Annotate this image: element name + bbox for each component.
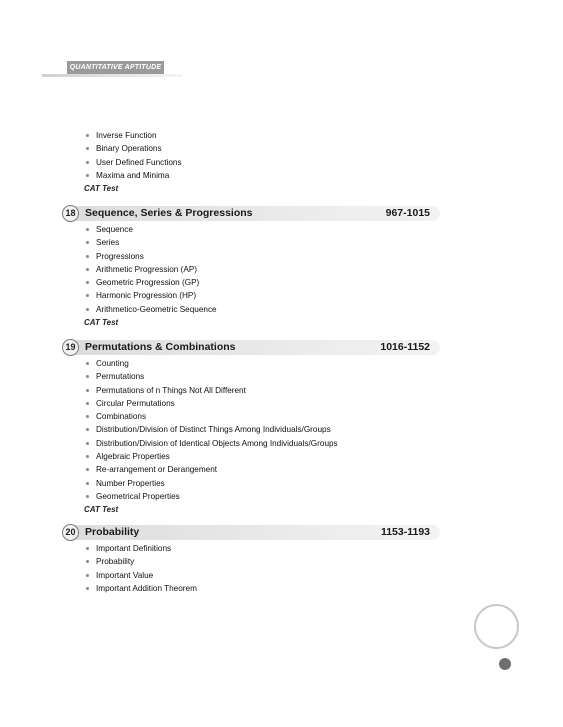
bullet-icon	[86, 560, 89, 563]
bullet-icon	[86, 308, 89, 311]
chapter-number-badge: 20	[62, 524, 79, 541]
topic-label: Series	[96, 238, 120, 248]
bullet-icon	[86, 228, 89, 231]
topic-item	[86, 437, 442, 450]
topic-label: Number Properties	[96, 478, 165, 488]
topic-item	[86, 569, 442, 582]
topic-item	[86, 276, 442, 289]
section-header-tab	[67, 61, 164, 74]
topic-list	[62, 357, 442, 503]
topic-item	[86, 542, 442, 555]
topic-label: Arithmetic Progression (AP)	[96, 264, 198, 274]
bullet-icon	[86, 442, 89, 445]
bullet-icon	[86, 428, 89, 431]
chapter-title: Probability	[85, 526, 140, 538]
topic-list	[62, 129, 442, 182]
topic-item	[86, 142, 442, 155]
bullet-icon	[86, 362, 89, 365]
bullet-icon	[86, 375, 89, 378]
topic-label: Circular Permutations	[96, 398, 175, 408]
bullet-icon	[86, 147, 89, 150]
decorative-dot	[499, 658, 511, 670]
bullet-icon	[86, 402, 89, 405]
topic-label: Binary Operations	[96, 144, 162, 154]
topic-label: Geometrical Properties	[96, 491, 180, 501]
topic-item	[86, 397, 442, 410]
topic-label: Geometric Progression (GP)	[96, 278, 200, 288]
topic-item	[86, 490, 442, 503]
topic-item	[86, 463, 442, 476]
bullet-icon	[86, 255, 89, 258]
chapter-number-badge: 19	[62, 339, 79, 356]
topic-label: Distribution/Division of Identical Objects Among Individuals/Groups	[96, 438, 338, 448]
bullet-icon	[86, 161, 89, 164]
topic-item	[86, 582, 442, 595]
topic-item	[86, 477, 442, 490]
topic-label: Inverse Function	[96, 131, 157, 140]
topic-item	[86, 250, 442, 263]
topic-item	[86, 129, 442, 142]
topic-item	[86, 263, 442, 276]
chapter-title: Sequence, Series & Progressions	[85, 207, 253, 219]
topic-label: Maxima and Minima	[96, 170, 170, 180]
topic-label: User Defined Functions	[96, 157, 182, 167]
bullet-icon	[86, 468, 89, 471]
topic-label: Important Definitions	[96, 544, 172, 553]
topic-label: Permutations	[96, 372, 145, 382]
chapter-number-badge: 18	[62, 205, 79, 222]
topic-label: Important Value	[96, 570, 154, 580]
chapter-19	[62, 340, 442, 516]
topic-item	[86, 384, 442, 397]
bullet-icon	[86, 174, 89, 177]
chapter-heading-bar	[62, 525, 442, 540]
topic-item	[86, 410, 442, 423]
bullet-icon	[86, 587, 89, 590]
bullet-icon	[86, 482, 89, 485]
topic-list	[62, 223, 442, 316]
bullet-icon	[86, 268, 89, 271]
topic-label: Counting	[96, 359, 129, 368]
topic-item	[86, 156, 442, 169]
chapter-title: Permutations & Combinations	[85, 341, 236, 353]
topic-label: Progressions	[96, 251, 144, 261]
cat-test-label: CAT Test	[84, 184, 119, 194]
bullet-icon	[86, 134, 89, 137]
topic-label: Combinations	[96, 412, 147, 422]
bullet-icon	[86, 547, 89, 550]
bullet-icon	[86, 455, 89, 458]
topic-item	[86, 555, 442, 568]
topic-item	[86, 423, 442, 436]
topic-label: Permutations of n Things Not All Different	[96, 385, 246, 395]
topic-item	[86, 357, 442, 370]
topic-label: Important Addition Theorem	[96, 583, 197, 593]
topic-label: Harmonic Progression (HP)	[96, 291, 197, 301]
bullet-icon	[86, 415, 89, 418]
bullet-icon	[86, 389, 89, 392]
chapter-heading-bar	[62, 206, 442, 221]
chapter-page-range: 967-1015	[385, 207, 430, 219]
topic-label: Algebraic Properties	[96, 452, 170, 462]
cat-test-label: CAT Test	[84, 505, 119, 515]
topic-label: Distribution/Division of Distinct Things Among Individuals/Groups	[96, 425, 331, 435]
topic-item	[86, 450, 442, 463]
topic-item	[86, 370, 442, 383]
chapter-18	[62, 206, 442, 329]
topic-label: Re-arrangement or Derangement	[96, 465, 218, 475]
topic-item	[86, 223, 442, 236]
chapter-page-range: 1153-1193	[380, 526, 430, 538]
chapter-page-range: 1016-1152	[380, 341, 430, 353]
topic-label: Probability	[96, 557, 135, 567]
bullet-icon	[86, 495, 89, 498]
topic-label: Arithmetico-Geometric Sequence	[96, 304, 217, 314]
bullet-icon	[86, 241, 89, 244]
topic-item	[86, 289, 442, 302]
bullet-icon	[86, 281, 89, 284]
bullet-icon	[86, 574, 89, 577]
prev-section-continuation	[62, 129, 442, 195]
topic-item	[86, 236, 442, 249]
chapter-20	[62, 525, 442, 595]
section-header-label: QUANTITATIVE APTITUDE	[69, 64, 162, 71]
bullet-icon	[86, 294, 89, 297]
topic-label: Sequence	[96, 225, 133, 234]
cat-test-label: CAT Test	[84, 318, 119, 328]
topic-item	[86, 169, 442, 182]
header-rule	[42, 74, 182, 77]
chapter-heading-bar	[62, 340, 442, 355]
decorative-circle	[474, 604, 519, 649]
topic-item	[86, 303, 442, 316]
topic-list	[62, 542, 442, 595]
